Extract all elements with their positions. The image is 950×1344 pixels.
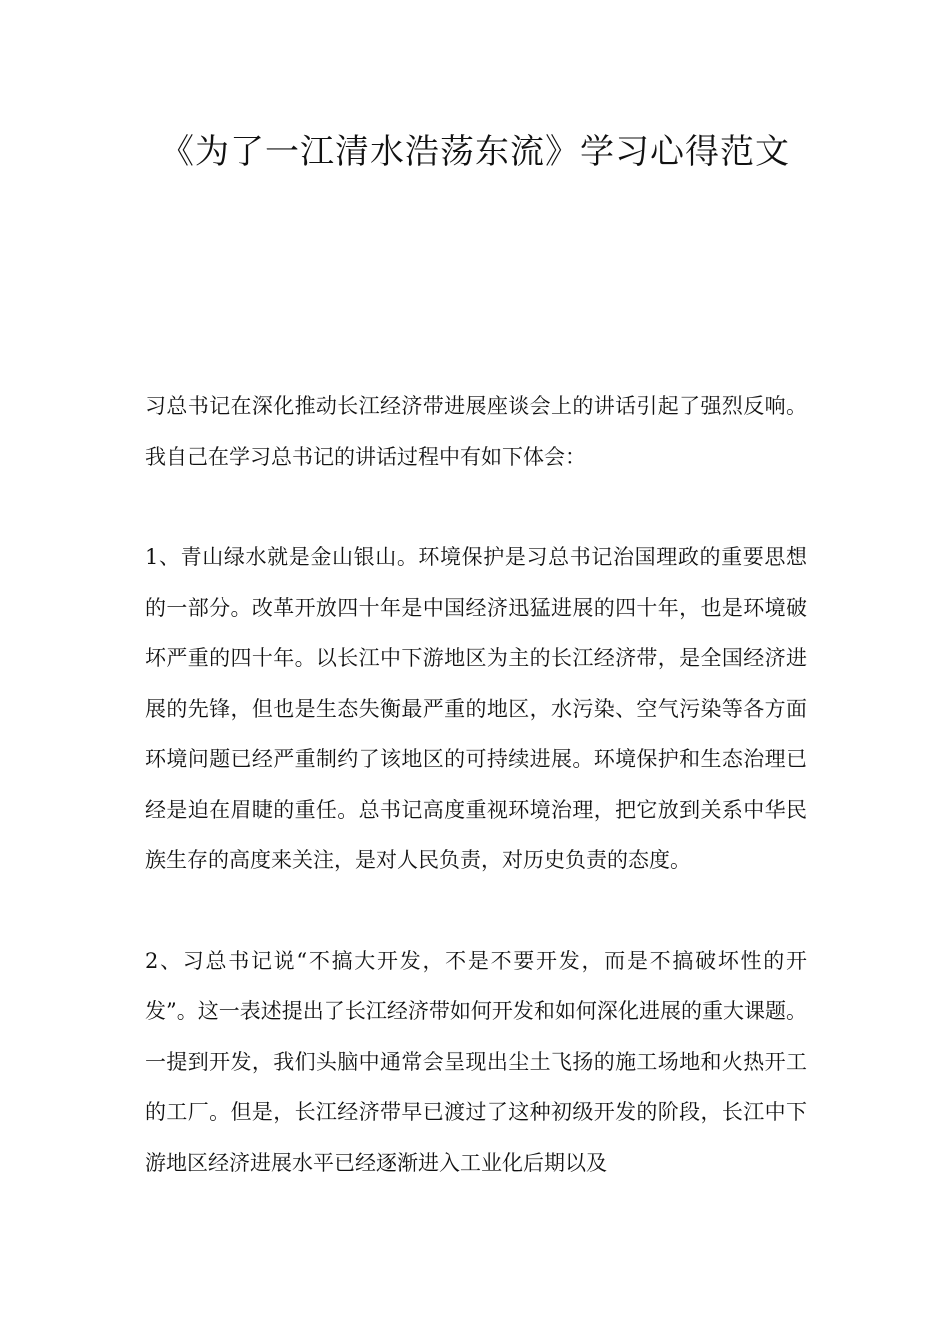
paragraph-intro: 习总书记在深化推动长江经济带进展座谈会上的讲话引起了强烈反响。我自己在学习总书记的讲话过程中有如下体会：: [145, 394, 807, 469]
paragraph-point-2: 2、习总书记说“不搞大开发，不是不要开发，而是不搞破坏性的开发”。这一表述提出了长江经济带如何开发和如何深化进展的重大课题。一提到开发，我们头脑中通常会呈现出尘土飞扬的施工场地和火热开工的工厂。但是，长江经济带早已渡过了这种初级开发的阶段，长江中下游地区经济进展水平已经逐渐进入工业化后期以及: [145, 948, 807, 1175]
document-title: 《为了一江清水浩荡东流》学习心得范文: [160, 132, 790, 172]
document-body: [145, 381, 807, 1238]
paragraph-point-1: 1、青山绿水就是金山银山。环境保护是习总书记治国理政的重要思想的一部分。改革开放四十年是中国经济迅猛进展的四十年，也是环境破坏严重的四十年。以长江中下游地区为主的长江经济带，是全国经济进展的先锋，但也是生态失衡最严重的地区，水污染、空气污染等各方面环境问题已经严重制约了该地区的可持续进展。环境保护和生态治理已经是迫在眉睫的重任。总书记高度重视环境治理，把它放到关系中华民族生存的高度来关注，是对人民负责，对历史负责的态度。: [145, 545, 807, 872]
